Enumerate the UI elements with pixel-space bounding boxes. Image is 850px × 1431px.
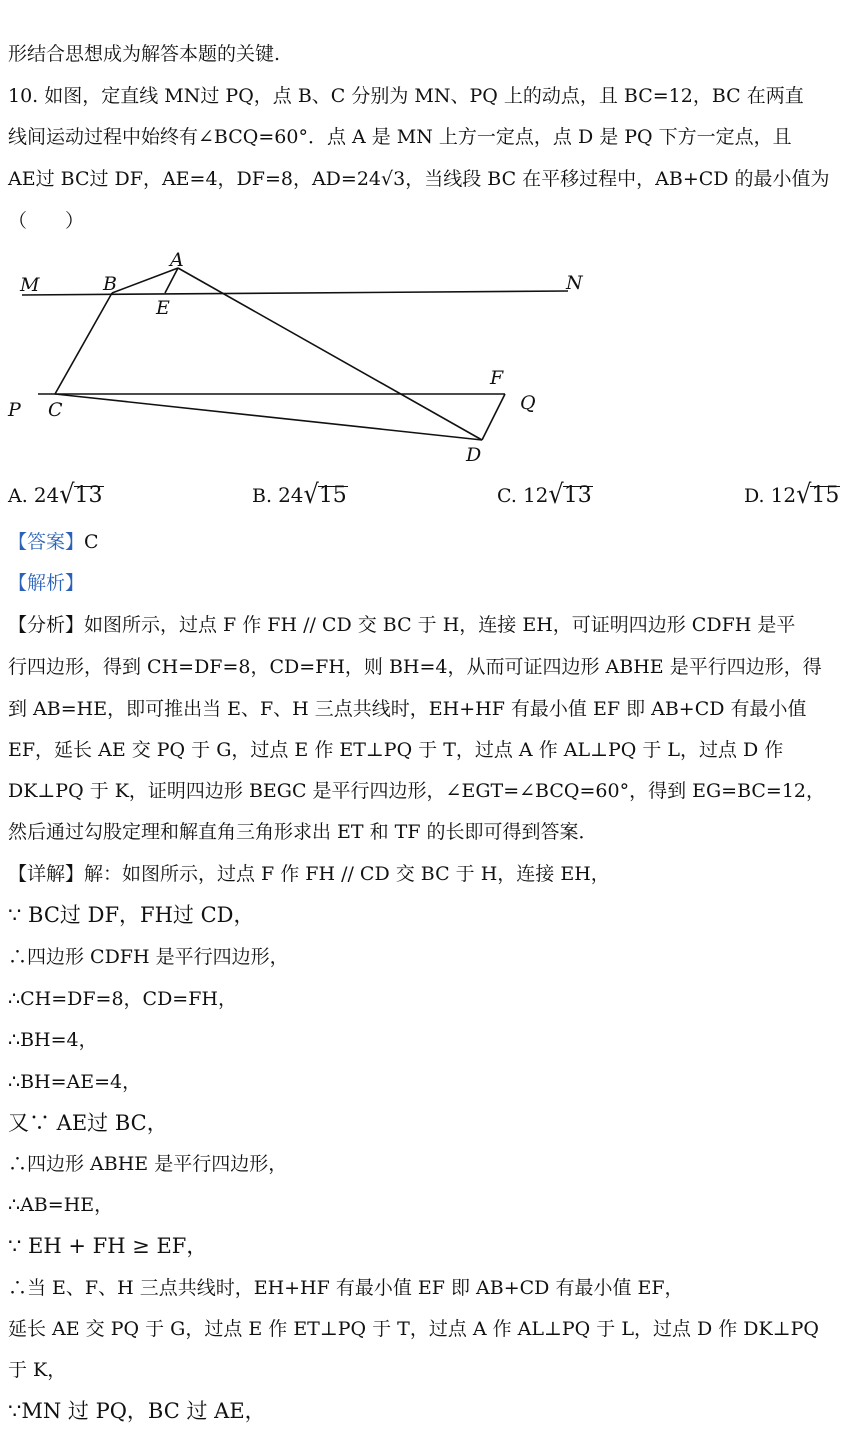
label-b: B xyxy=(103,273,117,295)
detail-line: 【详解】解：如图所示，过点 F 作 FH // CD 交 BC 于 H，连接 EH， xyxy=(8,863,610,885)
answer-value: C xyxy=(84,531,99,553)
label-e: E xyxy=(156,297,170,319)
option-c: C. 12√13 xyxy=(497,478,592,510)
text-line: 线间运动过程中始终有∠BCQ=60°．点 A 是 MN 上方一定点，点 D 是 PQ 下方一定点，且 xyxy=(8,126,792,148)
answer-line xyxy=(8,530,99,554)
analysis-line: EF，延长 AE 交 PQ 于 G，过点 E 作 ET⊥PQ 于 T，过点 A 作 AL⊥PQ 于 L，过点 D 作 xyxy=(8,739,784,761)
label-m: M xyxy=(20,274,40,296)
option-b: B. 24√15 xyxy=(252,478,347,510)
analysis-line: DK⊥PQ 于 K，证明四边形 BEGC 是平行四边形，∠EGT=∠BCQ=60°，得到 EG=BC=12， xyxy=(8,780,826,802)
detail-line: ∵MN 过 PQ，BC 过 AE， xyxy=(8,1399,266,1423)
label-p: P xyxy=(8,399,21,421)
detail-line: ∵ EH + FH ≥ EF， xyxy=(8,1234,208,1258)
detail-line: ∴四边形 CDFH 是平行四边形， xyxy=(8,946,289,968)
detail-line: ∴BH=AE=4， xyxy=(8,1071,142,1093)
analysis-tag: 【解析】 xyxy=(8,572,85,594)
label-q: Q xyxy=(520,392,536,414)
detail-line: ∴AB=HE， xyxy=(8,1194,114,1216)
label-c: C xyxy=(48,399,63,421)
text-line: AE过 BC过 DF，AE=4，DF=8，AD=24√3，当线段 BC 在平移过程中，AB+CD 的最小值为 xyxy=(8,168,830,190)
detail-line: 延长 AE 交 PQ 于 G，过点 E 作 ET⊥PQ 于 T，过点 A 作 AL⊥PQ 于 L，过点 D 作 DK⊥PQ xyxy=(8,1318,819,1340)
analysis-line: 【分析】如图所示，过点 F 作 FH // CD 交 BC 于 H，连接 EH，可证明四边形 CDFH 是平 xyxy=(8,614,796,636)
analysis-line: 然后通过勾股定理和解直角三角形求出 ET 和 TF 的长即可得到答案． xyxy=(8,821,598,843)
analysis-line: 到 AB=HE，即可推出当 E、F、H 三点共线时，EH+HF 有最小值 EF 即 AB+CD 有最小值 xyxy=(8,698,807,720)
detail-line: ∵ BC过 DF，FH过 CD， xyxy=(8,903,255,927)
text-line: 10. 如图，定直线 MN过 PQ，点 B、C 分别为 MN、PQ 上的动点，且 BC=12，BC 在两直 xyxy=(8,85,804,107)
segment-cd xyxy=(55,394,482,440)
option-a: A. 24√13 xyxy=(8,478,103,510)
detail-line: 又∵ AE过 BC， xyxy=(8,1111,168,1135)
label-a: A xyxy=(170,249,184,271)
text-line: 形结合思想成为解答本题的关键. xyxy=(8,43,281,65)
detail-line: ∴四边形 ABHE 是平行四边形， xyxy=(8,1153,288,1175)
segment-bc xyxy=(55,293,112,394)
label-n: N xyxy=(566,272,583,294)
segment-ad xyxy=(178,268,482,440)
detail-line: 于 K， xyxy=(8,1359,67,1381)
segment-ab xyxy=(112,268,178,293)
detail-line: ∴CH=DF=8，CD=FH， xyxy=(8,988,237,1010)
label-f: F xyxy=(490,367,504,389)
option-d: D. 12√15 xyxy=(744,478,840,510)
label-d: D xyxy=(466,444,482,466)
text-line: （ ） xyxy=(8,210,85,232)
detail-line: ∴BH=4， xyxy=(8,1029,98,1051)
geometry-figure xyxy=(0,246,600,470)
analysis-line: 行四边形，得到 CH=DF=8，CD=FH，则 BH=4，从而可证四边形 ABHE 是平行四边形，得 xyxy=(8,656,822,678)
segment-df xyxy=(482,394,505,440)
answer-tag: 【答案】 xyxy=(8,531,85,553)
detail-line: ∴当 E、F、H 三点共线时，EH+HF 有最小值 EF 即 AB+CD 有最小值 EF， xyxy=(8,1277,684,1299)
